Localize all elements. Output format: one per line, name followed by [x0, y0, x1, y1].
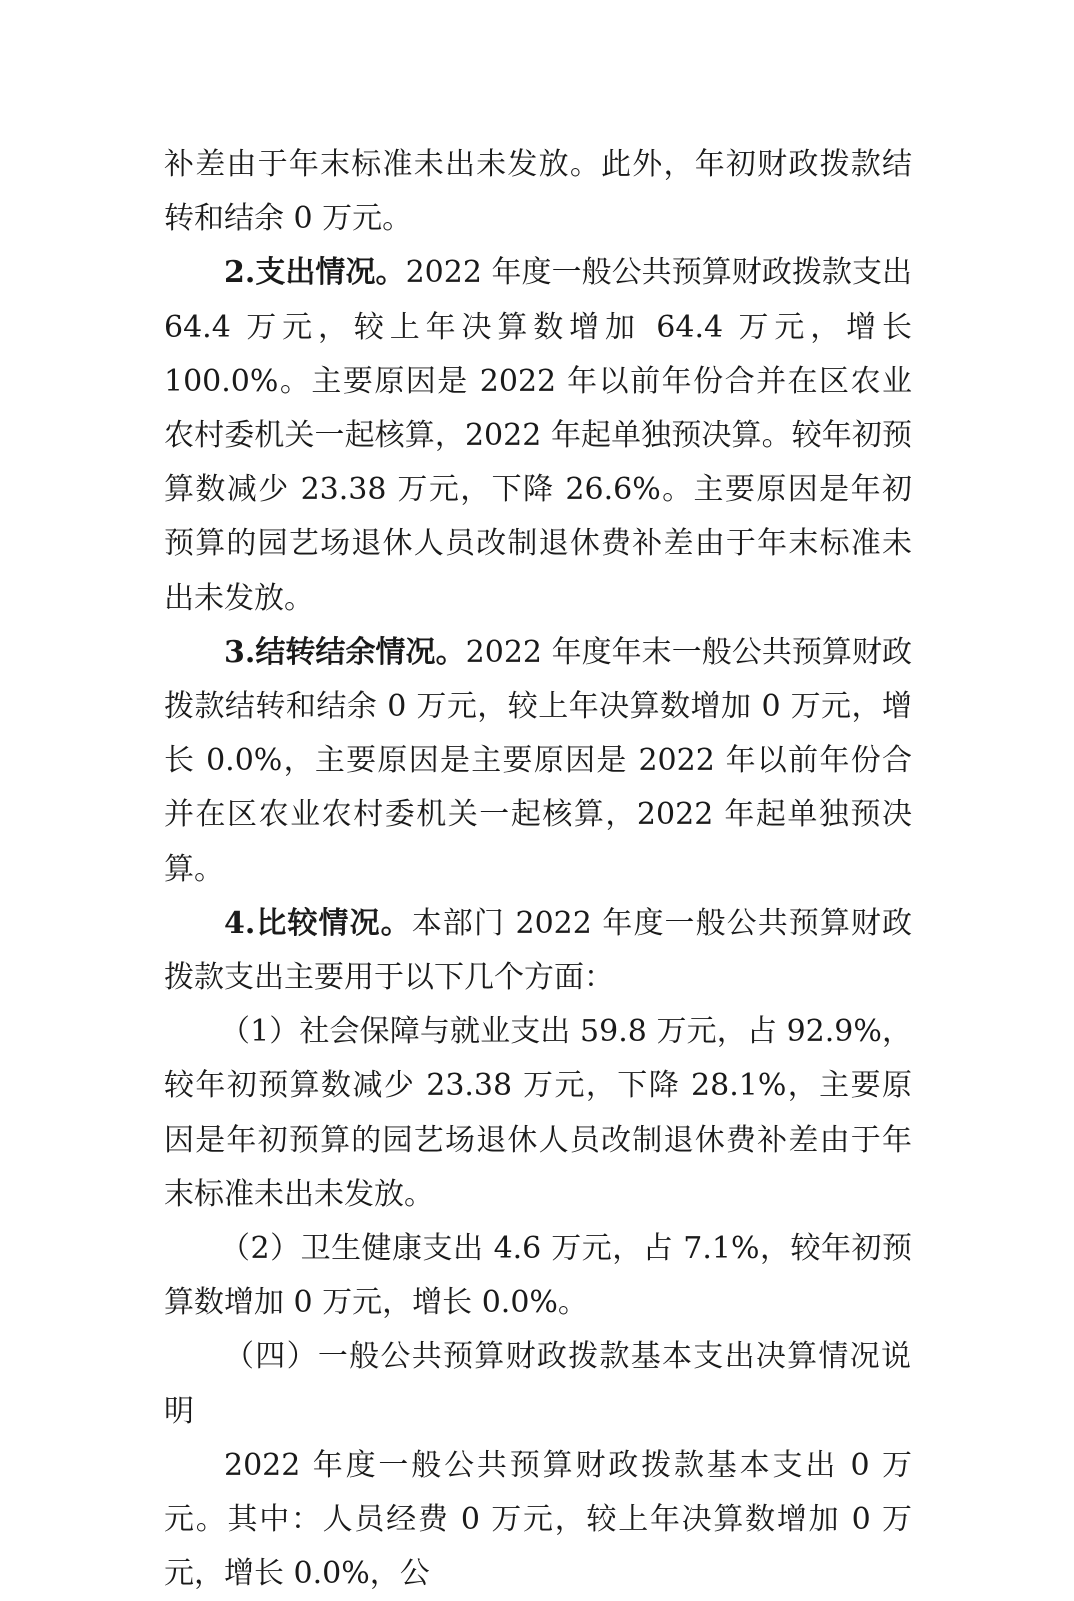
paragraph-heading-comparison: 4.比较情况。 [224, 905, 412, 941]
section-heading-basic-expenditure: （四）一般公共预算财政拨款基本支出决算情况说明 [164, 1339, 912, 1429]
paragraph-body-expenditure: 2022 年度一般公共预算财政拨款支出 64.4 万元，较上年决算数增加 64.4 万元，增长 100.0%。主要原因是 2022 年以前年份合并在区农业农村委机关一起核算，2022 年起单独预决算。较年初预算数减少 23.38 万元，下降 26.6%。主要原因是年初预算的园艺场退休人员改制退休费补差由于年末标准未出未发放。 [164, 255, 912, 616]
paragraph-carryover [164, 626, 912, 897]
paragraph-comparison [164, 897, 912, 1005]
document-body [164, 138, 912, 1601]
paragraph-item-health: （2）卫生健康支出 4.6 万元，占 7.1%，较年初预算数增加 0 万元，增长 0.0%。 [164, 1231, 912, 1321]
paragraph-continuation: 补差由于年末标准未出未发放。此外，年初财政拨款结转和结余 0 万元。 [164, 147, 912, 237]
paragraph-expenditure [164, 246, 912, 625]
paragraph-heading-expenditure: 2.支出情况。 [224, 255, 406, 291]
paragraph-basic-expenditure: 2022 年度一般公共预算财政拨款基本支出 0 万元。其中：人员经费 0 万元，较上年决算数增加 0 万元，增长 0.0%，公 [164, 1447, 912, 1592]
paragraph-body-comparison: 本部门 2022 年度一般公共预算财政拨款支出主要用于以下几个方面： [164, 905, 912, 996]
paragraph-heading-carryover: 3.结转结余情况。 [224, 634, 466, 670]
paragraph-body-carryover: 2022 年度年末一般公共预算财政拨款结转和结余 0 万元，较上年决算数增加 0 万元，增长 0.0%，主要原因是主要原因是 2022 年以前年份合并在区农业农村委机关一起核算，2022 年起单独预决算。 [164, 634, 912, 887]
paragraph-item-social-security: （1）社会保障与就业支出 59.8 万元，占 92.9%，较年初预算数减少 23.38 万元，下降 28.1%，主要原因是年初预算的园艺场退休人员改制退休费补差由于年末标准未出未发放。 [164, 1014, 912, 1212]
